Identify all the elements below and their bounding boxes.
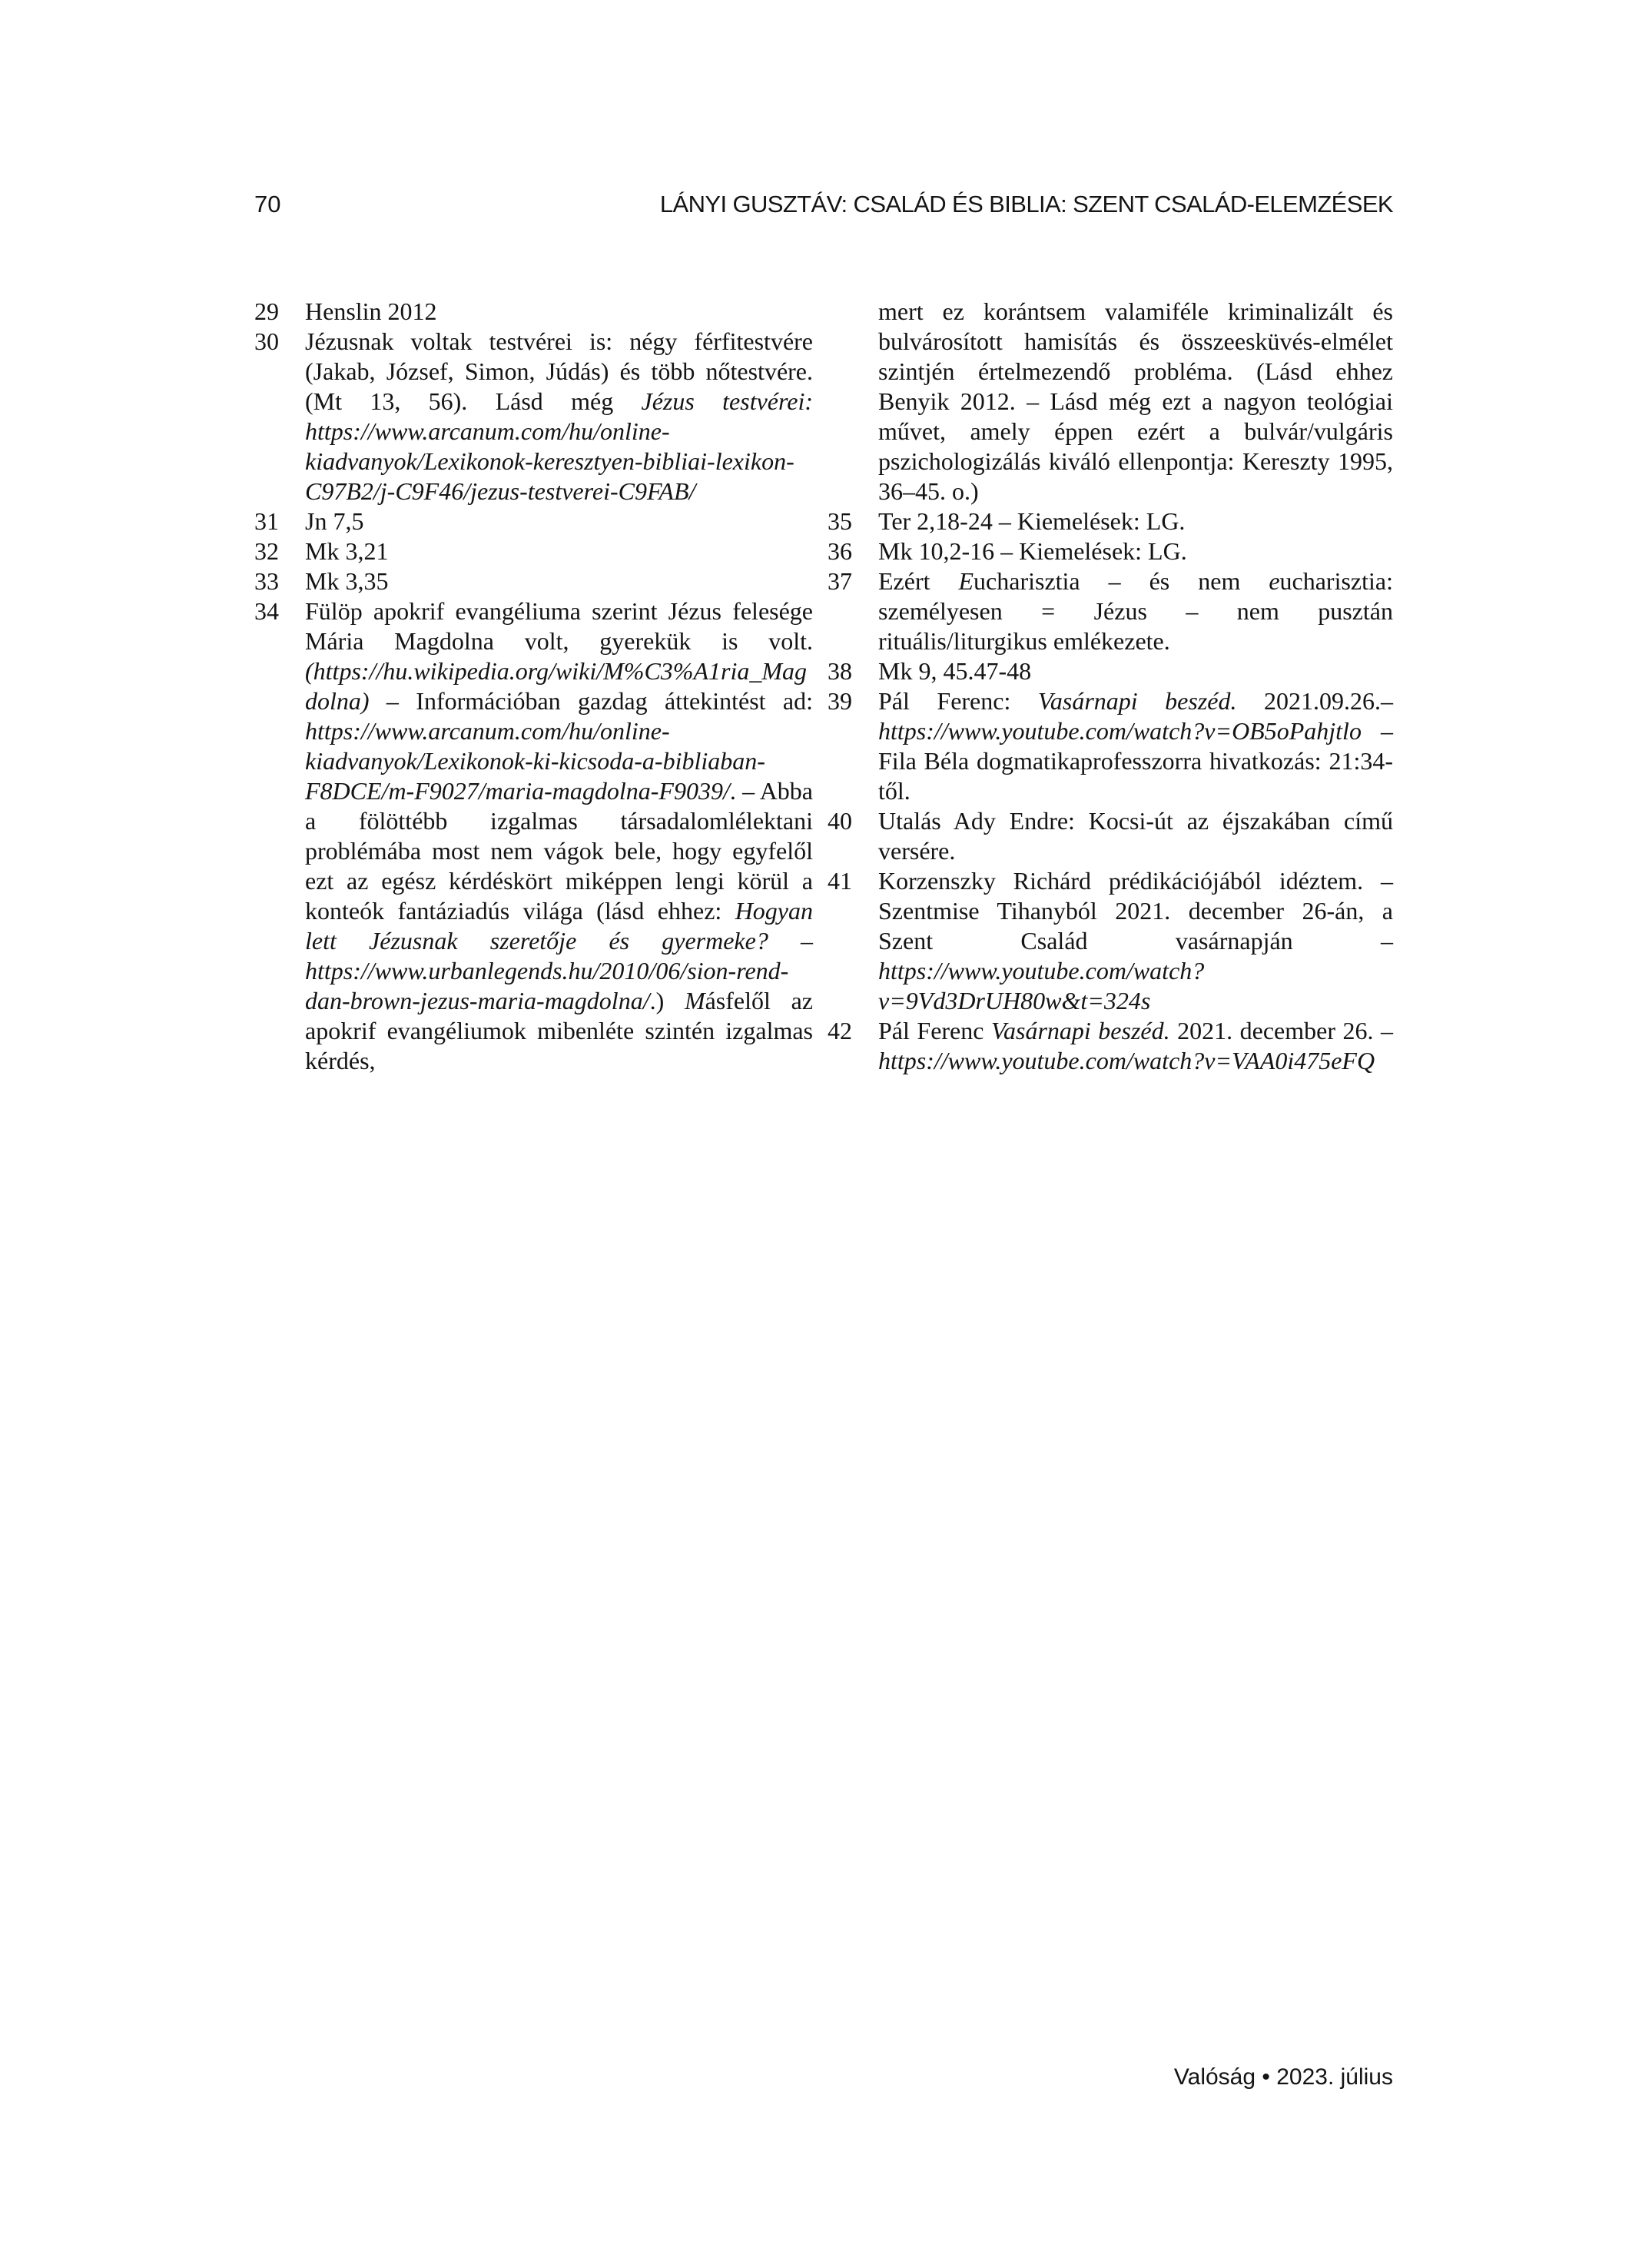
note-segment-italic: https://www.youtube.com/watch?v=9Vd3DrUH80w&t=324s (878, 957, 1205, 1014)
note-item (828, 536, 1393, 566)
note-segment: ásfelől az apokrif evangéliumok mibenléte szintén izgalmas kérdés, (305, 987, 813, 1074)
note-number: 35 (828, 507, 852, 535)
note-number: 33 (254, 567, 279, 595)
note-segment: Ezért (878, 567, 959, 595)
note-text (305, 327, 813, 505)
note-segment: Utalás Ady Endre: Kocsi-út az éjszakában című versére. (878, 807, 1393, 865)
note-segment: Mk 3,21 (305, 537, 389, 565)
note-text (878, 657, 1031, 685)
journal-footer (254, 2064, 1393, 2091)
note-number: 39 (828, 687, 852, 715)
note-text (305, 567, 388, 595)
note-text (878, 867, 1393, 1014)
note-text (305, 537, 388, 565)
note-segment: Mk 9, 45.47-48 (878, 657, 1032, 685)
note-item (254, 506, 813, 536)
note-segment-italic: Vasárnapi beszéd. (1037, 687, 1237, 715)
endnotes-columns (254, 297, 1393, 1076)
note-text (878, 687, 1393, 805)
note-item (828, 566, 1393, 656)
endnotes-column-left (254, 297, 813, 1076)
note-segment: Korzenszky Richárd prédikációjából idéztem. – Szentmise Tihanyból 2021. december 26-án, a Szent Család vasárnapján – (878, 867, 1393, 955)
note-segment: Pál Ferenc (878, 1017, 991, 1044)
note-item (828, 686, 1393, 806)
note-segment: Mk 3,35 (305, 567, 389, 595)
note-segment: – Információban gazdag áttekintést ad: (369, 687, 813, 715)
note-number: 34 (254, 597, 279, 625)
note-text (878, 507, 1185, 535)
note-item (828, 806, 1393, 866)
note-segment-italic: e (1269, 567, 1280, 595)
note-segment-italic: Jézus testvérei: https://www.arcanum.com/hu/online-kiadvanyok/Lexikonok-keresztyen-bibliai-lexikon-C97B2/j-C9F46/jezus-testverei-C9FAB/ (305, 387, 813, 505)
note-item (828, 866, 1393, 1016)
note-text (878, 807, 1393, 865)
note-segment: .) (649, 987, 685, 1014)
note-segment-italic: https://www.arcanum.com/hu/online-kiadvanyok/Lexikonok-ki-kicsoda-a-bibliaban-F8DCE/m-F9027/maria-magdolna-F9039/ (305, 717, 765, 805)
note-item (828, 297, 1393, 506)
note-item (254, 596, 813, 1076)
note-number: 36 (828, 537, 852, 565)
page-number: 70 (254, 191, 281, 218)
note-segment: Ter 2,18-24 – Kiemelések: LG. (878, 507, 1186, 535)
note-number: 30 (254, 327, 279, 355)
note-text (878, 537, 1187, 565)
note-number: 40 (828, 807, 852, 835)
note-segment-italic: Hogyan lett Jézusnak szeretője és gyermeke? – https://www.urbanlegends.hu/2010/06/sion-rend-dan-brown-jezus-maria-magdolna/ (305, 897, 813, 1014)
journal-footer-text: Valóság • 2023. július (1173, 2064, 1393, 2090)
note-number: 31 (254, 507, 279, 535)
note-segment-italic: E (958, 567, 974, 595)
note-segment: Jézusnak voltak testvérei is: négy férfitestvére (Jakab, József, Simon, Júdás) és több nőtestvére. (Mt 13, 56). Lásd még (305, 327, 813, 415)
note-text (305, 507, 363, 535)
note-segment-italic: Vasárnapi beszéd. (990, 1017, 1170, 1044)
note-segment: mert ez korántsem valamiféle kriminalizált és bulvárosított hamisítás és összeesküvés-elmélet szintjén értelmezendő probléma. (Lásd ehhez Benyik 2012. – Lásd még ezt a nagyon teológiai művet, amely éppen ezért a bulvár/vulgáris pszichologizálás kiváló ellenpontja: Kereszty 1995, 36–45. o.) (878, 297, 1393, 505)
note-segment: 2021. december 26. (1169, 1017, 1382, 1044)
note-item (254, 566, 813, 596)
note-item (828, 506, 1393, 536)
note-segment: Jn 7,5 (305, 507, 364, 535)
note-segment-italic: – https://www.youtube.com/watch?v=VAA0i475eFQ (878, 1017, 1394, 1074)
note-number: 42 (828, 1017, 852, 1044)
note-segment-italic: (https://hu.wikipedia.org/wiki/M%C3%A1ria_Magdolna) (305, 657, 807, 715)
note-segment: . – Abba a fölöttébb izgalmas társadalomlélektani problémába most nem vágok bele, hogy egyfelől ezt az egész kérdéskört miképpen lengi körül a konteók fantáziadús világa (lásd ehhez: (305, 777, 813, 925)
note-segment-italic: M (684, 987, 705, 1014)
note-text (878, 567, 1393, 655)
note-number: 41 (828, 867, 852, 895)
note-item (828, 656, 1393, 686)
note-text (305, 597, 813, 1074)
note-number: 38 (828, 657, 852, 685)
running-title: LÁNYI GUSZTÁV: CSALÁD ÉS BIBLIA: SZENT CSALÁD-ELEMZÉSEK (659, 191, 1393, 218)
note-item (828, 1016, 1393, 1076)
page-header (254, 190, 1393, 219)
note-segment: 2021.09.26.– (1236, 687, 1394, 715)
note-item (254, 536, 813, 566)
note-item (254, 297, 813, 327)
note-item (254, 327, 813, 506)
note-segment-italic: https://www.youtube.com/watch?v=OB5oPahjtlo (878, 717, 1362, 745)
note-text (305, 297, 437, 325)
note-segment: ucharisztia – és nem (974, 567, 1269, 595)
note-number: 37 (828, 567, 852, 595)
note-number: 32 (254, 537, 279, 565)
note-segment: Mk 10,2-16 – Kiemelések: LG. (878, 537, 1187, 565)
note-segment: – Fila Béla dogmatikaprofesszorra hivatkozás: 21:34-től. (878, 717, 1393, 805)
note-text (878, 297, 1393, 505)
note-segment: Fülöp apokrif evangéliuma szerint Jézus felesége Mária Magdolna volt, gyerekük is volt. (305, 597, 813, 655)
endnotes-column-right (828, 297, 1393, 1076)
note-segment: Henslin 2012 (305, 297, 437, 325)
note-segment: Pál Ferenc: (878, 687, 1038, 715)
note-segment: ucharisztia: személyesen = Jézus – nem pusztán rituális/liturgikus emlékezete. (878, 567, 1393, 655)
note-text (878, 1017, 1393, 1074)
note-number: 29 (254, 297, 279, 325)
